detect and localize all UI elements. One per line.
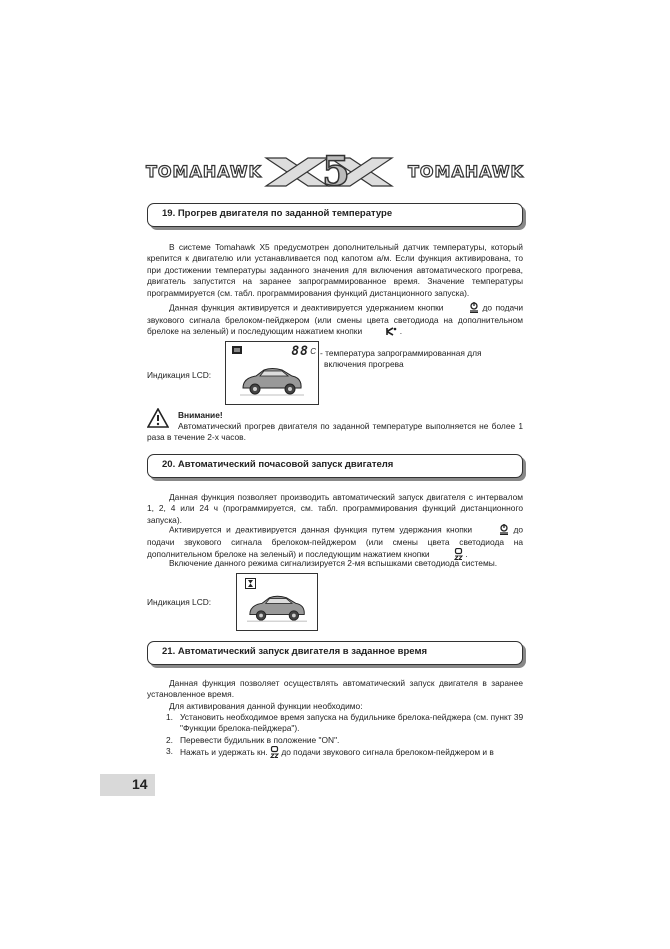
start-key-icon xyxy=(364,327,397,338)
warning-text xyxy=(147,421,523,444)
lcd-note-line-1: - температура запрограммированная для xyxy=(320,348,482,358)
clock-zz-icon xyxy=(270,746,279,760)
warning-title: Внимание! xyxy=(178,410,223,420)
hourglass-icon xyxy=(245,578,256,589)
lcd-display-hourly xyxy=(236,573,318,631)
section-21-steps xyxy=(166,712,526,760)
lcd-indicator-icon xyxy=(232,346,242,354)
tomahawk-logo xyxy=(140,148,530,195)
section-20-title: 20. Автоматический почасовой запуск двигателя xyxy=(162,459,394,470)
section-19-header xyxy=(147,203,523,227)
section-21-header xyxy=(147,641,523,665)
lcd-temperature-digits: 88 xyxy=(291,344,309,359)
power-button-icon xyxy=(447,302,479,315)
s19-p2-text-a: Данная функция активируется и деактивируется удержанием кнопки xyxy=(169,302,444,313)
page-number: 14 xyxy=(132,776,148,792)
section-19-title: 19. Прогрев двигателя по заданной температуре xyxy=(162,208,393,219)
lcd-temperature-unit: C xyxy=(310,347,316,356)
lcd-temperature-note xyxy=(320,348,482,370)
list-item-text: Перевести будильник в положение "ON". xyxy=(180,734,340,745)
section-20-header xyxy=(147,454,523,478)
warning-body: Автоматический прогрев двигателя по заданной температуре выполняется не более 1 раза в течение 2-х часов. xyxy=(147,421,523,443)
car-icon xyxy=(247,592,307,624)
lcd-note-line-2: включения прогрева xyxy=(324,359,404,369)
section-21-title: 21. Автоматический запуск двигателя в заданное время xyxy=(162,646,428,657)
s20-p2-text-a: Активируется и деактивируется данная функция путем удержания кнопки xyxy=(169,524,473,535)
list-item-text: Установить необходимое время запуска на будильнике брелока-пейджера (см. пункт 39 "Функции брелока-пейджера"). xyxy=(180,712,524,734)
list-item-text-a: Нажать и удержать кн. xyxy=(180,747,268,758)
model-number: 5 xyxy=(322,148,350,195)
list-item-number: 3. xyxy=(166,746,173,757)
section-21-paragraph-1: Данная функция позволяет осуществлять автоматический запуск двигателя в заранее установленное время. xyxy=(147,678,523,700)
s20-p2-text-c: . xyxy=(465,549,468,560)
brand-left: TOMAHAWK xyxy=(146,162,262,181)
s19-p2-text-b: до подачи звукового сигнала брелоком-пейджером (или смены цвета светодиода на дополнительном брелоке на зеленый) и последующим нажатием кнопки xyxy=(147,302,523,337)
section-19-paragraph-1: В системе Tomahawk X5 предусмотрен дополнительный датчик температуры, который крепится к двигателю или устанавливается под капотом а/м. Если функция активирована, то при достижении температуры заданного значения для включения автоматического прогрева, двигатель запустится на заранее запрограммированное время. Значение температуры программируется (см. табл. программирования функций дистанционного запуска). xyxy=(147,242,523,298)
section-19-paragraph-2 xyxy=(147,302,523,338)
list-item-number: 2. xyxy=(166,734,173,745)
power-button-icon xyxy=(477,524,509,537)
section-21-paragraph-2: Для активирования данной функции необходимо: xyxy=(169,701,363,711)
list-item xyxy=(166,712,526,735)
list-item xyxy=(166,746,526,760)
section-20-paragraph-3: Включение данного режима сигнализируется 2-мя вспышками светодиода системы. xyxy=(169,558,498,568)
lcd-display-temperature xyxy=(225,341,319,405)
car-icon xyxy=(240,364,304,398)
list-item-text xyxy=(180,746,494,760)
list-item xyxy=(166,735,526,746)
brand-right: TOMAHAWK xyxy=(408,162,524,181)
section-19-lcd-label: Индикация LCD: xyxy=(147,370,212,380)
list-item-number: 1. xyxy=(166,712,173,722)
section-20-paragraph-2 xyxy=(147,524,523,562)
s20-p2-text-b: до подачи звукового сигнала брелоком-пейджером (или смены цвета светодиода на дополнительном брелоке на зеленый) и последующим нажатием кнопки xyxy=(147,524,523,560)
section-20-paragraph-1: Данная функция позволяет производить автоматический запуск двигателя с интервалом 1, 2, 4 или 24 ч (программируется, см. табл. программирования функций дистанционного запуска). xyxy=(147,492,523,525)
list-item-text-b: до подачи звукового сигнала брелоком-пейджером и в xyxy=(281,747,494,758)
s19-p2-text-c: . xyxy=(399,326,403,337)
section-20-lcd-label: Индикация LCD: xyxy=(147,597,212,607)
